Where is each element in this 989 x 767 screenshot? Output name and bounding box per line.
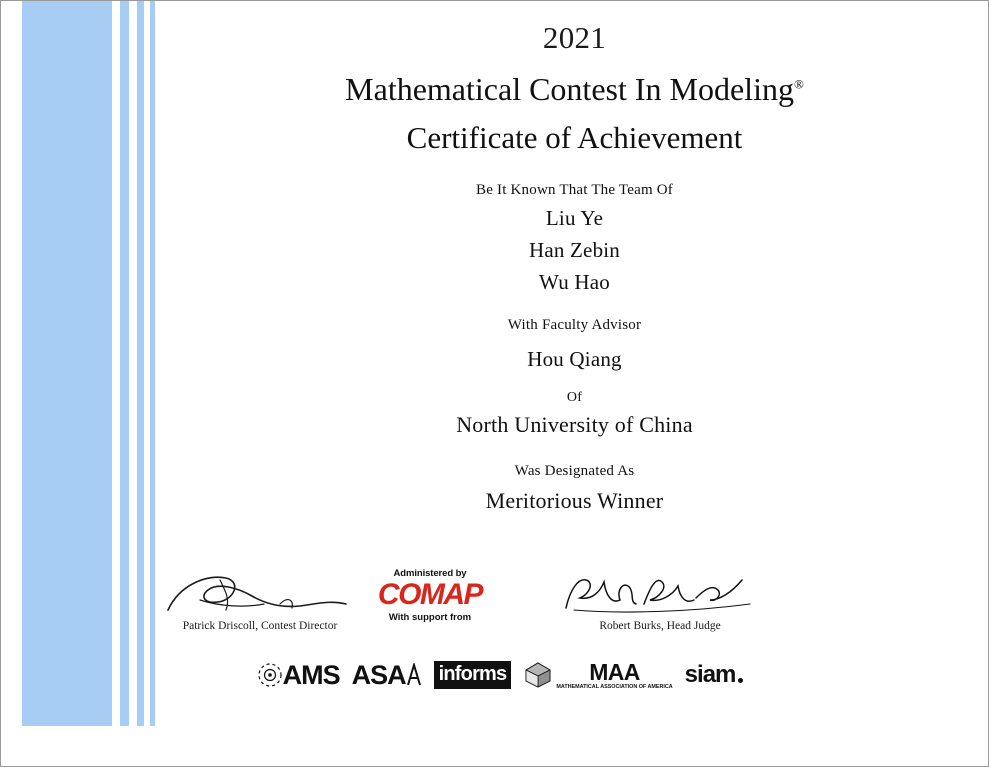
decorative-bar-wide xyxy=(22,1,112,726)
signature-robert-burks-icon xyxy=(560,570,760,618)
sponsor-maa xyxy=(523,658,673,690)
asa-label: ASA xyxy=(351,659,406,690)
comap-logo: COMAP xyxy=(377,578,483,611)
ams-label: AMS xyxy=(282,659,340,690)
contest-title xyxy=(160,71,989,108)
ams-emblem-icon xyxy=(257,662,283,688)
sponsor-informs xyxy=(434,661,512,689)
signature-patrick-driscoll-icon xyxy=(160,570,360,618)
signature-caption-right: Robert Burks, Head Judge xyxy=(599,620,721,632)
institution-name: North University of China xyxy=(456,412,693,437)
sponsor-siam xyxy=(685,661,744,689)
maa-polyhedron-icon xyxy=(523,661,553,689)
of-label: Of xyxy=(566,390,583,405)
bottom-white-strip xyxy=(1,726,988,766)
registered-mark: ® xyxy=(793,76,804,92)
sponsor-logos-row xyxy=(180,655,820,695)
informs-label: informs xyxy=(434,661,512,689)
team-member-3: Wu Hao xyxy=(539,270,610,294)
award-name: Meritorious Winner xyxy=(485,488,664,513)
advisor-name: Hou Qiang xyxy=(527,347,622,371)
designation-label: Was Designated As xyxy=(514,463,635,479)
sponsor-asa xyxy=(352,660,422,691)
maa-label: MAA xyxy=(589,658,640,685)
contest-year: 2021 xyxy=(542,20,607,55)
siam-label: siam xyxy=(684,661,736,688)
contest-title-text: Mathematical Contest In Modeling xyxy=(345,71,794,107)
team-member-2: Han Zebin xyxy=(528,238,621,262)
support-from-label: With support from xyxy=(388,611,472,623)
asa-mark-icon xyxy=(406,663,422,687)
comap-block xyxy=(370,568,490,623)
sponsor-ams xyxy=(257,660,340,691)
advisor-label: With Faculty Advisor xyxy=(507,317,642,333)
administered-by-label: Administered by xyxy=(393,568,467,579)
signature-caption-left: Patrick Driscoll, Contest Director xyxy=(182,620,338,632)
maa-sublabel: MATHEMATICAL ASSOCIATION OF AMERICA xyxy=(556,683,673,690)
team-member-1: Liu Ye xyxy=(545,206,604,230)
team-label: Be It Known That The Team Of xyxy=(475,182,673,198)
certificate-subtitle: Certificate of Achievement xyxy=(406,120,743,155)
siam-dot-icon xyxy=(738,678,743,683)
signature-block-left xyxy=(130,570,390,632)
signature-block-right xyxy=(530,570,790,632)
